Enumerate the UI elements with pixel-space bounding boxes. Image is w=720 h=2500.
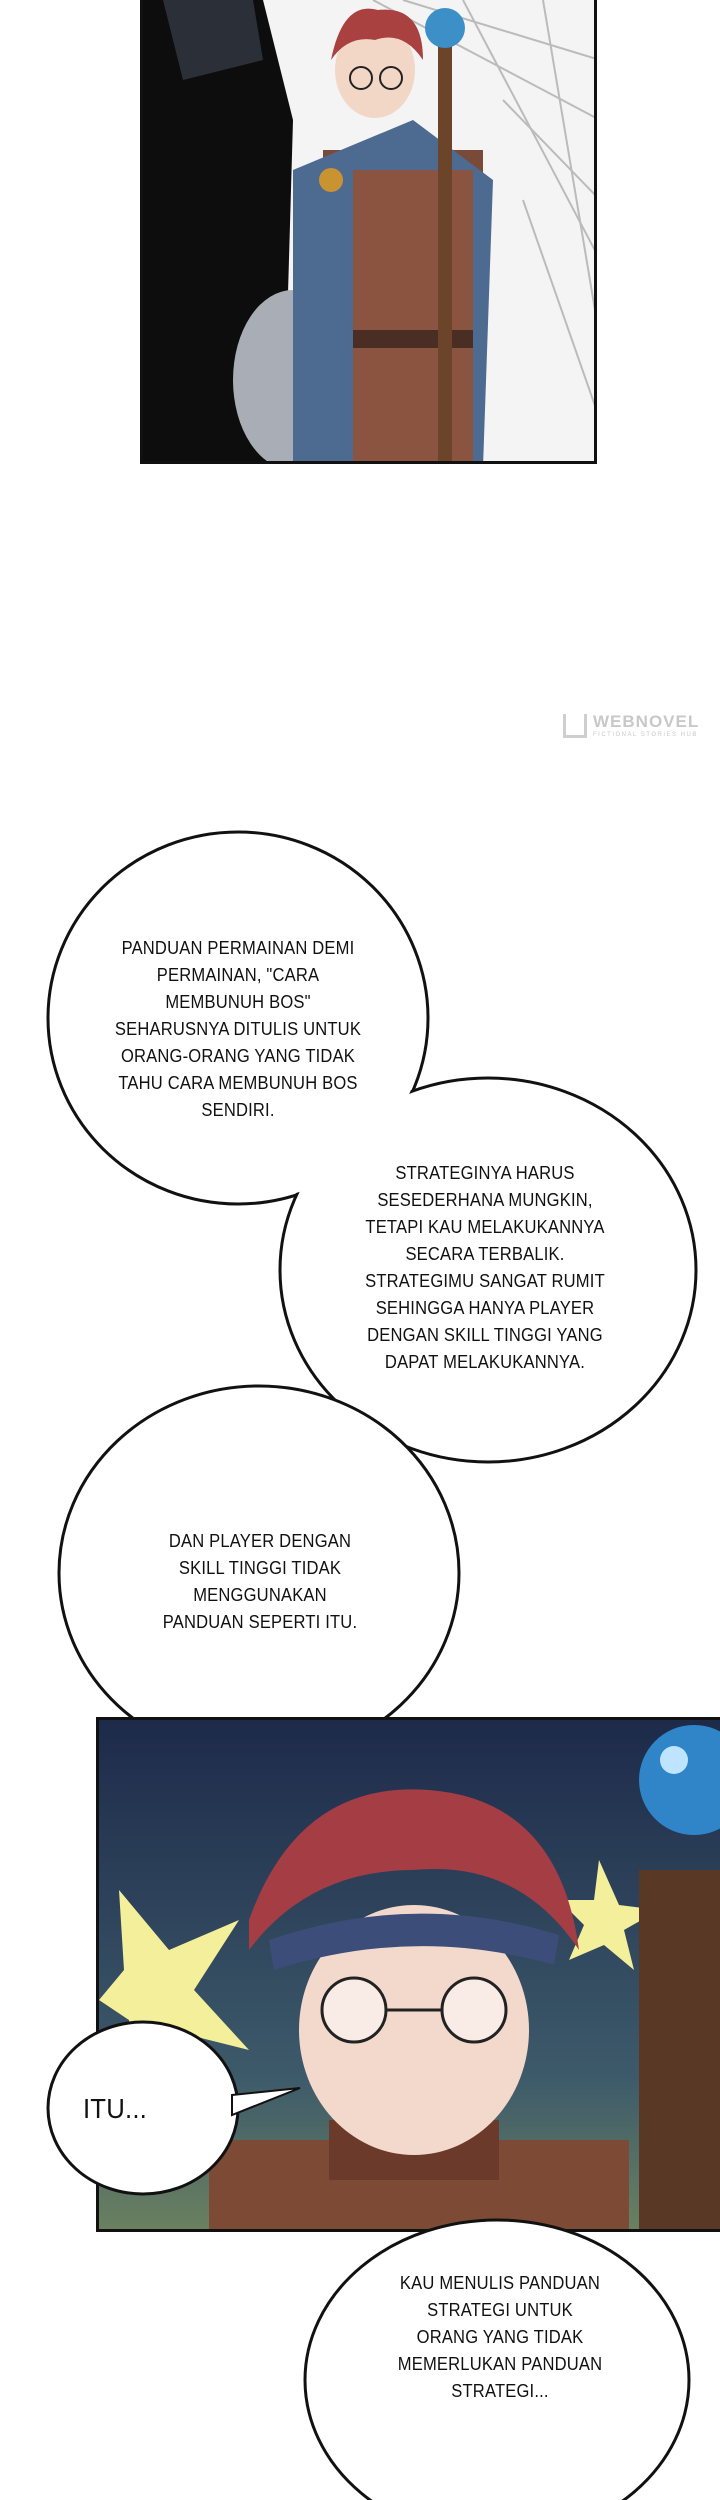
- bubble-line: STRATEGI UNTUK: [427, 2300, 573, 2320]
- bubble-line: SEHINGGA HANYA PLAYER: [375, 1298, 595, 1318]
- bubble-line: PANDUAN PERMAINAN DEMI: [121, 938, 355, 958]
- bubble-line: DAPAT MELAKUKANNYA.: [384, 1352, 586, 1372]
- bubble-line: SEHARUSNYA DITULIS UNTUK: [114, 1019, 362, 1039]
- bubble-line: ITU...: [82, 2093, 148, 2124]
- bubble-line: ORANG YANG TIDAK: [416, 2327, 584, 2347]
- bubble-line: TETAPI KAU MELAKUKANNYA: [365, 1217, 605, 1237]
- bubble-line: SESEDERHANA MUNGKIN,: [377, 1190, 593, 1210]
- bubble-line: MEMERLUKAN PANDUAN: [397, 2354, 603, 2374]
- bubble-line: SKILL TINGGI TIDAK: [178, 1558, 342, 1578]
- bubble-line: KAU MENULIS PANDUAN: [399, 2273, 601, 2293]
- bubble-line: SENDIRI.: [201, 1100, 275, 1120]
- speech-bubble-5: [380, 2270, 619, 2405]
- bubble-line: MENGGUNAKAN: [193, 1585, 327, 1605]
- bubble-line: STRATEGINYA HARUS: [395, 1163, 575, 1183]
- bubble-line: TAHU CARA MEMBUNUH BOS: [118, 1073, 358, 1093]
- bubble-line: ORANG-ORANG YANG TIDAK: [120, 1046, 356, 1066]
- watermark-brand: WEBNOVEL: [593, 712, 700, 731]
- bubble-line: PERMAINAN, "CARA: [156, 965, 320, 985]
- bubble-line: DAN PLAYER DENGAN: [168, 1531, 352, 1551]
- bubble-line: DENGAN SKILL TINGGI YANG: [367, 1325, 603, 1345]
- bubble-line: STRATEGIMU SANGAT RUMIT: [365, 1271, 605, 1291]
- bubble-line: SECARA TERBALIK.: [405, 1244, 565, 1264]
- bubble-line: MEMBUNUH BOS": [165, 992, 311, 1012]
- bubble-line: STRATEGI...: [451, 2381, 549, 2401]
- speech-bubble-itu: [60, 2092, 170, 2126]
- watermark-tagline: FICTIONAL STORIES HUB: [593, 732, 698, 738]
- bubble-line: PANDUAN SEPERTI ITU.: [162, 1612, 358, 1632]
